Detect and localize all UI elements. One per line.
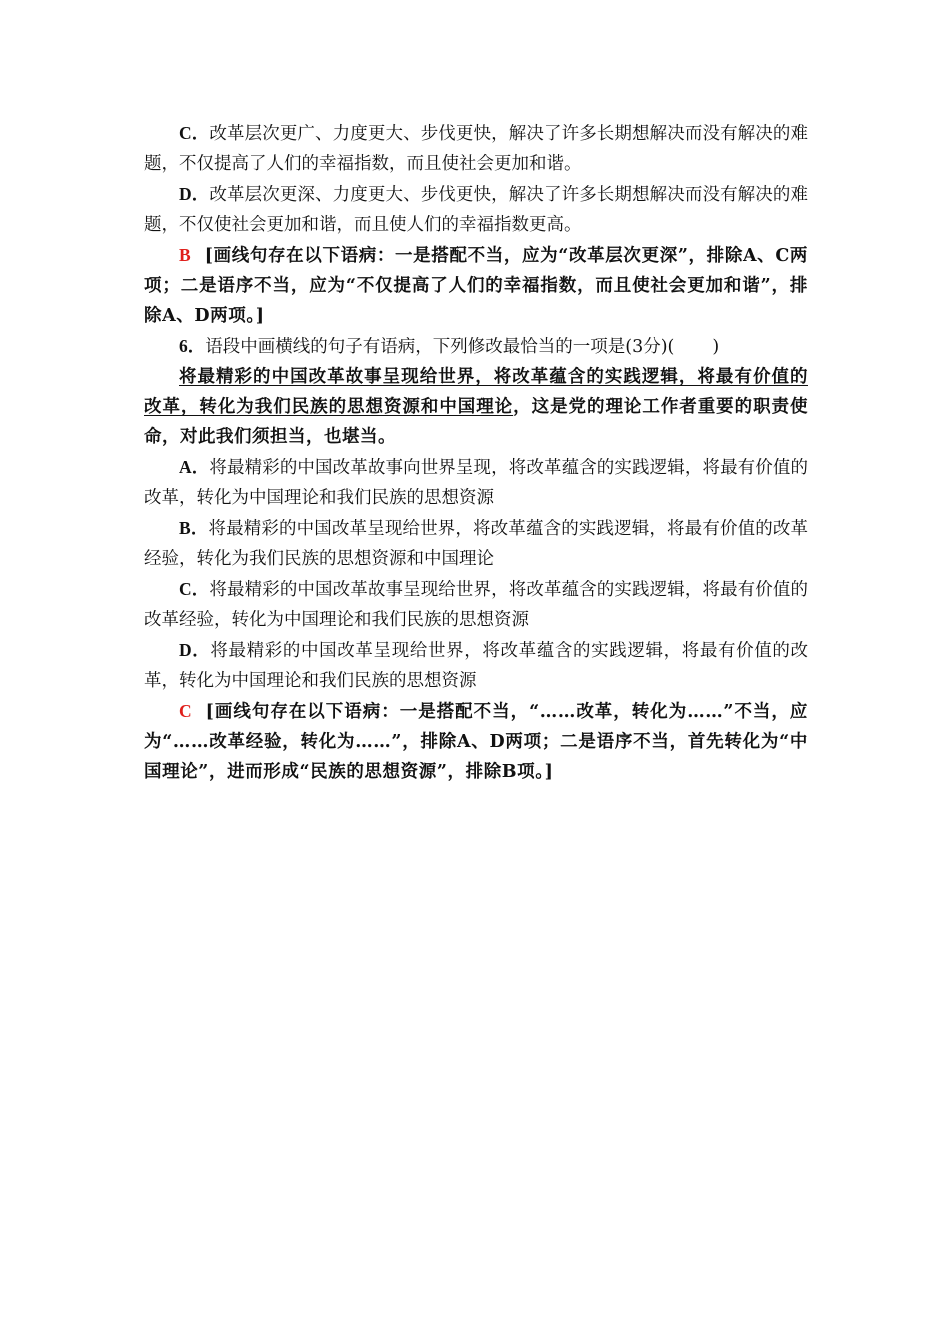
option-text: 将最精彩的中国改革故事呈现给世界，将改革蕴含的实践逻辑，将最有价值的改革经验，转化为中国理论和我们民族的思想资源 — [144, 580, 809, 630]
document-page — [144, 118, 808, 787]
q5-option-c: C．改革层次更广、力度更大、步伐更快，解决了许多长期想解决而没有解决的难题，不仅提高了人们的幸福指数，而且使社会更加和谐。 — [144, 123, 809, 174]
option-letter: B — [179, 518, 191, 538]
question-stem-close: ) — [712, 337, 720, 357]
question-stem: 语段中画横线的句子有语病，下列修改最恰当的一项是(3分)( — [205, 337, 675, 357]
q6-option-d: D．将最精彩的中国改革呈现给世界，将改革蕴含的实践逻辑，将最有价值的改革，转化为中国理论和我们民族的思想资源 — [144, 640, 809, 691]
question-number: 6 — [179, 336, 188, 356]
option-letter: D — [179, 640, 192, 660]
q6-answer-block — [144, 696, 808, 787]
q5-answer-block — [144, 240, 808, 331]
option-letter: C — [179, 123, 192, 143]
option-letter: D — [179, 184, 192, 204]
q6-option-a: A．将最精彩的中国改革故事向世界呈现，将改革蕴含的实践逻辑，将最有价值的改革，转化为中国理论和我们民族的思想资源 — [144, 457, 809, 508]
option-text: 将最精彩的中国改革呈现给世界，将改革蕴含的实践逻辑，将最有价值的改革，转化为中国理论和我们民族的思想资源 — [144, 641, 809, 691]
passage-rest: ，这是党的理论工作者重要的职责使命，对此我们须担当，也堪当。 — [144, 397, 809, 447]
q5-answer: B — [179, 245, 191, 265]
q6-option-c: C．将最精彩的中国改革故事呈现给世界，将改革蕴含的实践逻辑，将最有价值的改革经验，转化为中国理论和我们民族的思想资源 — [144, 579, 809, 630]
option-text: 改革层次更广、力度更大、步伐更快，解决了许多长期想解决而没有解决的难题，不仅提高了人们的幸福指数，而且使社会更加和谐。 — [144, 124, 809, 174]
q6-option-b: B．将最精彩的中国改革呈现给世界，将改革蕴含的实践逻辑，将最有价值的改革经验，转化为我们民族的思想资源和中国理论 — [144, 518, 809, 569]
q6-passage — [144, 362, 808, 452]
q6-stem: 6．语段中画横线的句子有语病，下列修改最恰当的一项是(3分)( ) — [179, 336, 720, 357]
underlined-sentence: 将最精彩的中国改革故事呈现给世界，将改革蕴含的实践逻辑，将最有价值的改革，转化为我们民族的思想资源和中国理论 — [144, 367, 808, 417]
option-text: 改革层次更深、力度更大、步伐更快，解决了许多长期想解决而没有解决的难题，不仅使社会更加和谐，而且使人们的幸福指数更高。 — [144, 185, 809, 235]
option-letter: A — [179, 457, 192, 477]
q5-option-d: D．改革层次更深、力度更大、步伐更快，解决了许多长期想解决而没有解决的难题，不仅使社会更加和谐，而且使人们的幸福指数更高。 — [144, 184, 809, 235]
option-letter: C — [179, 579, 192, 599]
q5-explanation: [画线句存在以下语病：一是搭配不当，应为“改革层次更深”，排除A、C两项；二是语序不当，应为“不仅提高了人们的幸福指数，而且使社会更加和谐”，排除A、D两项。] — [144, 246, 808, 326]
q6-explanation: [画线句存在以下语病：一是搭配不当，“……改革，转化为……”不当，应为“……改革经验，转化为……”，排除A、D两项；二是语序不当，首先转化为“中国理论”，进而形成“民族的思想资源”，排除B项。] — [144, 702, 808, 782]
option-text: 将最精彩的中国改革故事向世界呈现，将改革蕴含的实践逻辑，将最有价值的改革，转化为中国理论和我们民族的思想资源 — [144, 458, 809, 508]
q6-answer: C — [179, 701, 192, 721]
option-text: 将最精彩的中国改革呈现给世界，将改革蕴含的实践逻辑，将最有价值的改革经验，转化为我们民族的思想资源和中国理论 — [144, 519, 809, 569]
